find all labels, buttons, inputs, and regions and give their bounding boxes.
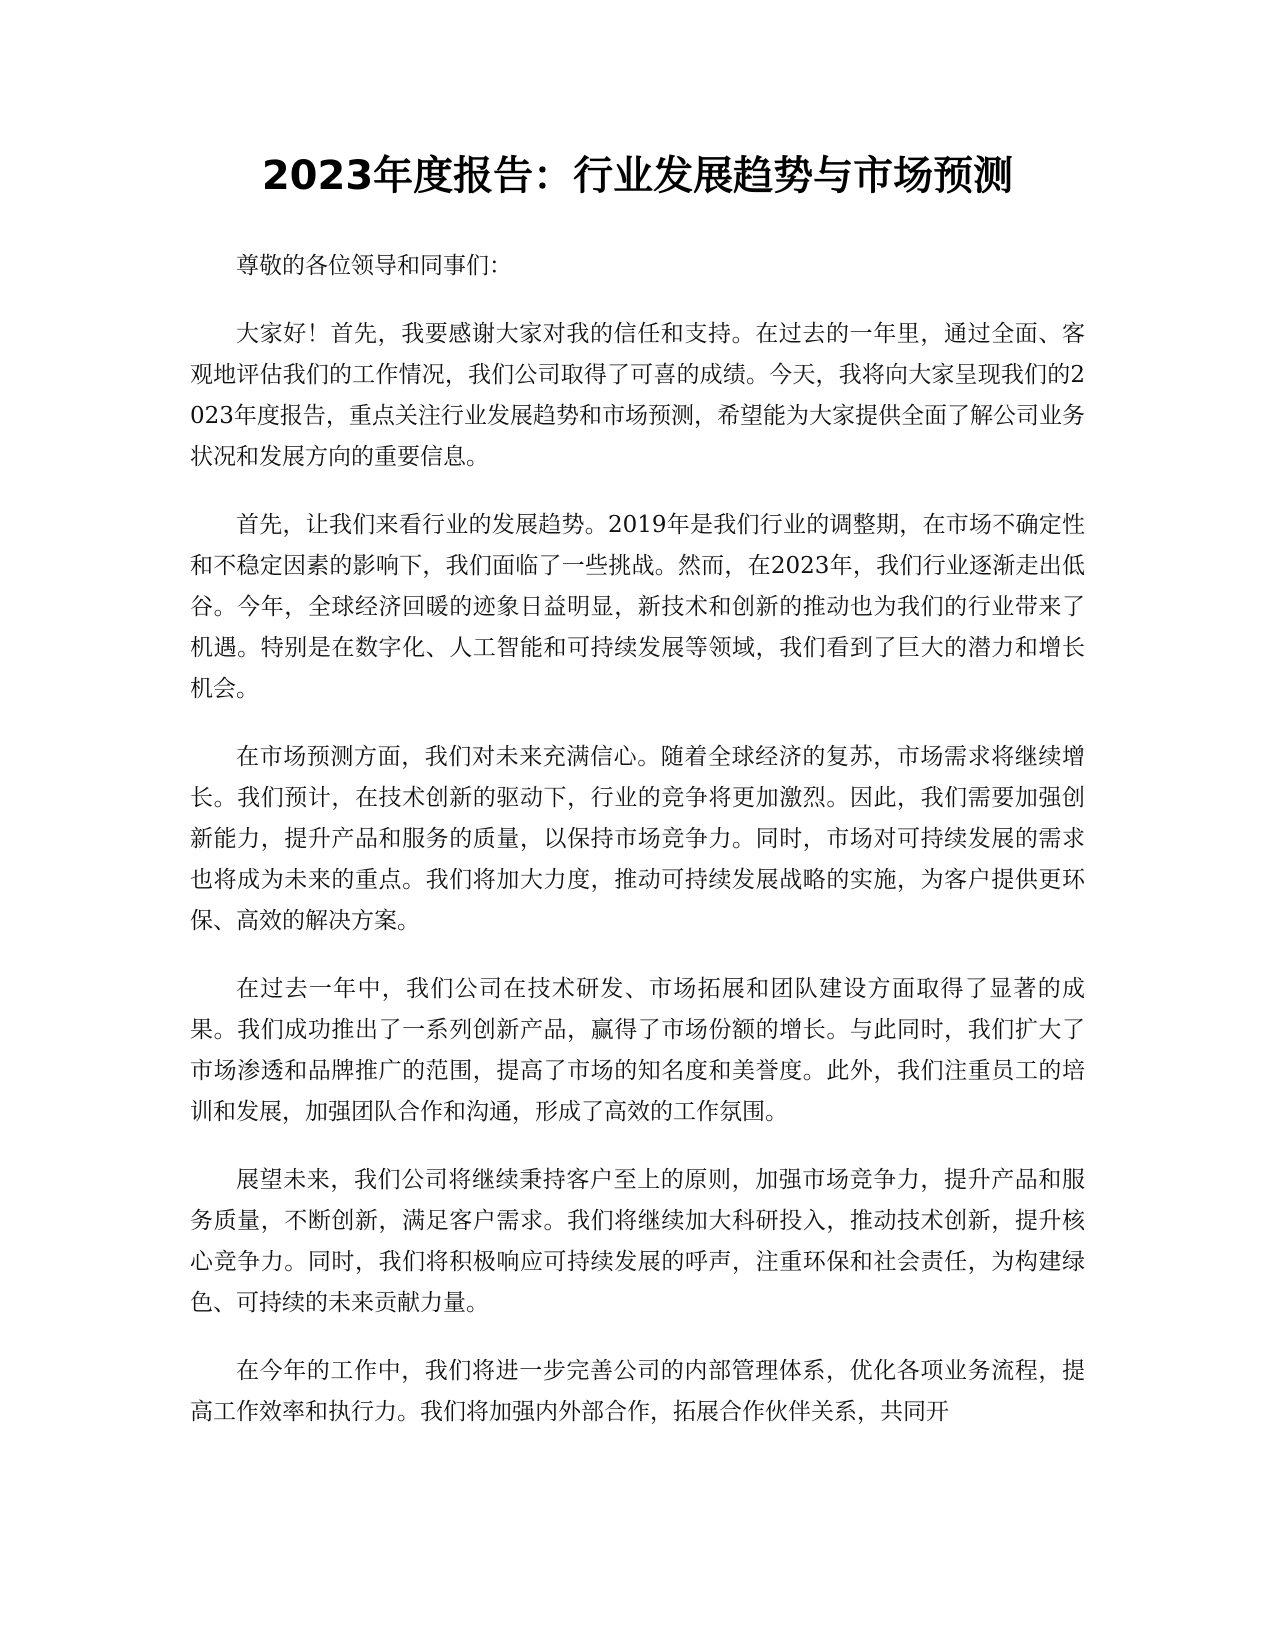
paragraph-2: 首先，让我们来看行业的发展趋势。2019年是我们行业的调整期，在市场不确定性和不稳定因素的影响下，我们面临了一些挑战。然而，在2023年，我们行业逐渐走出低谷。今年，全球经济回暖的迹象日益明显，新技术和创新的推动也为我们的行业带来了机遇。特别是在数字化、人工智能和可持续发展等领域，我们看到了巨大的潜力和增长机会。 [190,512,1085,702]
paragraph-5: 展望未来，我们公司将继续秉持客户至上的原则，加强市场竞争力，提升产品和服务质量，不断创新，满足客户需求。我们将继续加大科研投入，推动技术创新，提升核心竞争力。同时，我们将积极响应可持续发展的呼声，注重环保和社会责任，为构建绿色、可持续的未来贡献力量。 [190,1167,1085,1316]
document-title: 2023年度报告：行业发展趋势与市场预测 [261,153,1014,199]
paragraph-4: 在过去一年中，我们公司在技术研发、市场拓展和团队建设方面取得了显著的成果。我们成功推出了一系列创新产品，赢得了市场份额的增长。与此同时，我们扩大了市场渗透和品牌推广的范围，提高了市场的知名度和美誉度。此外，我们注重员工的培训和发展，加强团队合作和沟通，形成了高效的工作氛围。 [190,976,1085,1125]
document-body [190,246,1085,1460]
salutation: 尊敬的各位领导和同事们： [236,253,512,279]
paragraph-1: 大家好！首先，我要感谢大家对我的信任和支持。在过去的一年里，通过全面、客观地评估我们的工作情况，我们公司取得了可喜的成绩。今天，我将向大家呈现我们的2023年度报告，重点关注行业发展趋势和市场预测，希望能为大家提供全面了解公司业务状况和发展方向的重要信息。 [190,321,1085,470]
paragraph-6: 在今年的工作中，我们将进一步完善公司的内部管理体系，优化各项业务流程，提高工作效率和执行力。我们将加强内外部合作，拓展合作伙伴关系，共同开 [190,1358,1085,1425]
paragraph-3: 在市场预测方面，我们对未来充满信心。随着全球经济的复苏，市场需求将继续增长。我们预计，在技术创新的驱动下，行业的竞争将更加激烈。因此，我们需要加强创新能力，提升产品和服务的质量，以保持市场竞争力。同时，市场对可持续发展的需求也将成为未来的重点。我们将加大力度，推动可持续发展战略的实施，为客户提供更环保、高效的解决方案。 [190,744,1085,934]
